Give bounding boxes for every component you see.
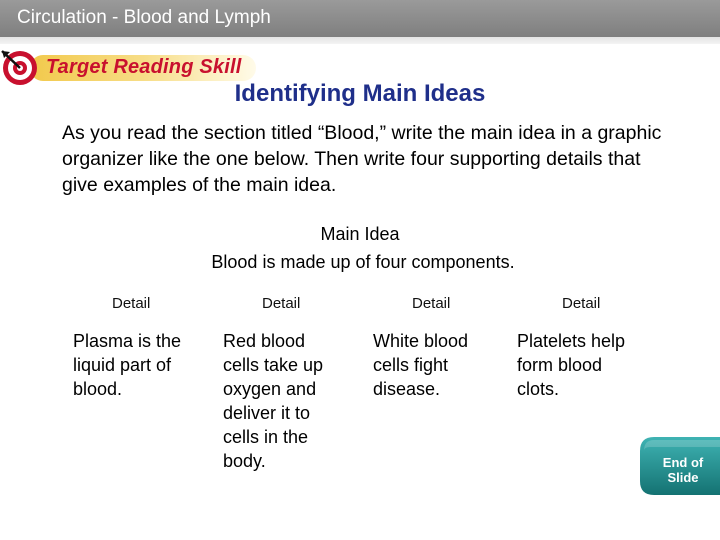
slide-title-text: Identifying Main Ideas bbox=[234, 80, 486, 107]
header-section: Blood and Lymph bbox=[123, 7, 271, 28]
header-title bbox=[17, 7, 271, 29]
main-idea-label: Main Idea bbox=[320, 224, 400, 244]
header-accent-strip bbox=[0, 37, 720, 44]
target-reading-skill-label: Target Reading Skill bbox=[46, 56, 242, 78]
header-chapter: Circulation bbox=[17, 7, 107, 28]
detail-text-2: Red blood cells take up oxygen and deliver it to cells in the body. bbox=[223, 331, 324, 471]
detail-label-1: Detail bbox=[112, 295, 151, 312]
detail-label-2: Detail bbox=[262, 295, 301, 312]
detail-text-3: White blood cells fight disease. bbox=[373, 331, 469, 399]
detail-label-4: Detail bbox=[562, 295, 601, 312]
main-idea-text: Blood is made up of four components. bbox=[211, 252, 515, 272]
detail-text-1: Plasma is the liquid part of blood. bbox=[73, 331, 182, 399]
slide-title bbox=[0, 80, 720, 108]
end-of-slide-button[interactable] bbox=[640, 437, 720, 495]
header-separator: - bbox=[106, 7, 124, 28]
detail-text-4: Platelets help form blood clots. bbox=[517, 331, 626, 399]
intro-paragraph: As you read the section titled “Blood,” write the main idea in a graphic organizer like the one below. Then write four supporting details that give examples of the main idea. bbox=[62, 122, 662, 196]
end-of-slide-label: End of Slide bbox=[662, 455, 704, 485]
detail-label-3: Detail bbox=[412, 295, 451, 312]
